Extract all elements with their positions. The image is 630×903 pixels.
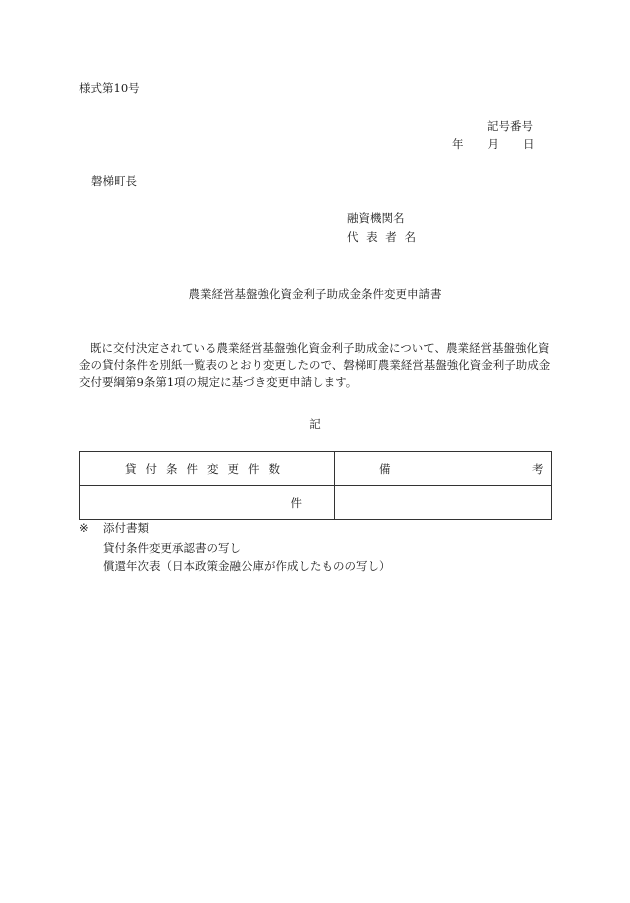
header-remarks — [335, 452, 552, 486]
date-line — [452, 137, 535, 151]
loan-condition-table — [79, 451, 552, 520]
date-year-label: 年 — [452, 137, 464, 151]
change-count-cell: 件 — [80, 486, 335, 520]
form-number: 様式第10号 — [79, 81, 140, 95]
remarks-cell — [335, 486, 552, 520]
representative-name-label: 代 表 者 名 — [347, 230, 418, 244]
header-change-count: 貸付条件変更件数 — [80, 452, 335, 486]
addressee: 磐梯町長 — [91, 174, 137, 188]
document-title: 農業経営基盤強化資金利子助成金条件変更申請書 — [188, 287, 442, 301]
body-paragraph: 既に交付決定されている農業経営基盤強化資金利子助成金について、農業経営基盤強化資金の貸付条件を別紙一覧表のとおり変更したので、磐梯町農業経営基盤強化資金利子助成金交付要綱第9条第1項の規定に基づき変更申請します。 — [79, 341, 551, 389]
ki-heading: 記 — [309, 417, 321, 431]
date-day-label: 日 — [523, 137, 535, 151]
attachment-item: 貸付条件変更承認書の写し — [103, 541, 241, 555]
institution-name-label: 融資機関名 — [347, 211, 405, 225]
table-row — [80, 486, 552, 520]
date-month-label: 月 — [487, 137, 499, 151]
attachment-item: 償還年次表（日本政策金融公庫が作成したものの写し） — [103, 559, 391, 573]
note-mark: ※ — [79, 521, 89, 535]
document-number-label: 記号番号 — [487, 119, 533, 133]
table-header-row — [80, 452, 552, 486]
header-remarks-1: 備 — [379, 462, 391, 476]
attachments-heading: 添付書類 — [103, 521, 149, 535]
header-remarks-2: 考 — [532, 462, 544, 476]
